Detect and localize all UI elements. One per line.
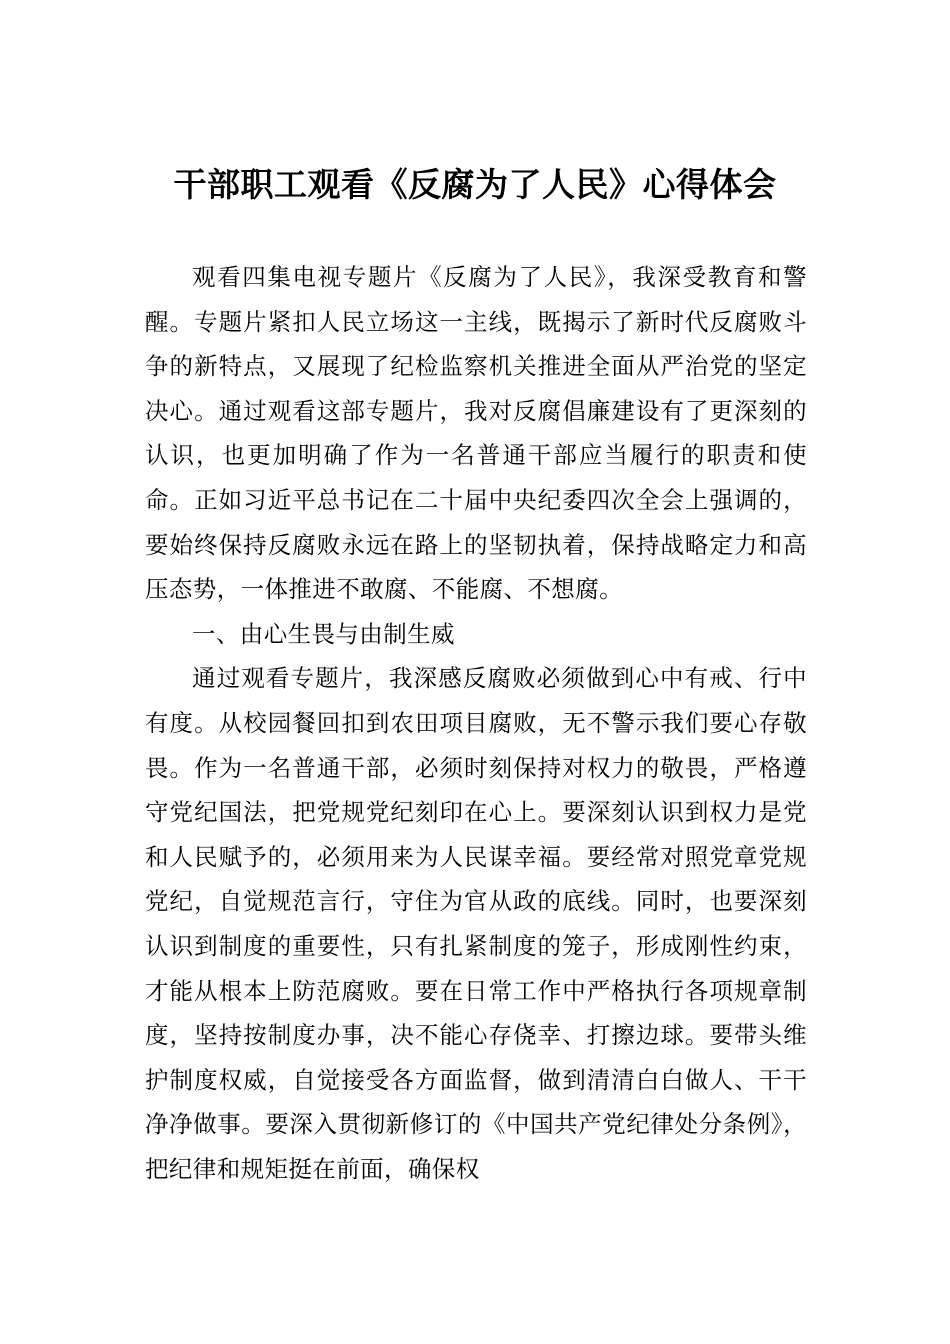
section-heading-1: 一、由心生畏与由制生威 [192, 619, 455, 648]
intro-paragraph: 观看四集电视专题片《反腐为了人民》，我深受教育和警醒。专题片紧扣人民立场这一主线，既揭示了新时代反腐败斗争的新特点，又展现了纪检监察机关推进全面从严治党的坚定决心。通过观看这部专题片，我对反腐倡廉建设有了更深刻的认识，也更加明确了作为一名普通干部应当履行的职责和使命。正如习近平总书记在二十届中央纪委四次全会上强调的，要始终保持反腐败永远在路上的坚韧执着，保持战略定力和高压态势，一体推进不敢腐、不能腐、不想腐。 [145, 263, 807, 604]
document-body [145, 255, 807, 1191]
document-title: 干部职工观看《反腐为了人民》心得体会 [173, 165, 777, 204]
section-1-paragraph: 通过观看专题片，我深感反腐败必须做到心中有戒、行中有度。从校园餐回扣到农田项目腐败，无不警示我们要心存敬畏。作为一名普通干部，必须时刻保持对权力的敬畏，严格遵守党纪国法，把党规党纪刻印在心上。要深刻认识到权力是党和人民赋予的，必须用来为人民谋幸福。要经常对照党章党规党纪，自觉规范言行，守住为官从政的底线。同时，也要深刻认识到制度的重要性，只有扎紧制度的笼子，形成刚性约束，才能从根本上防范腐败。要在日常工作中严格执行各项规章制度，坚持按制度办事，决不能心存侥幸、打擦边球。要带头维护制度权威，自觉接受各方面监督，做到清清白白做人、干干净净做事。要深入贯彻新修订的《中国共产党纪律处分条例》，把纪律和规矩挺在前面，确保权 [145, 664, 807, 1183]
